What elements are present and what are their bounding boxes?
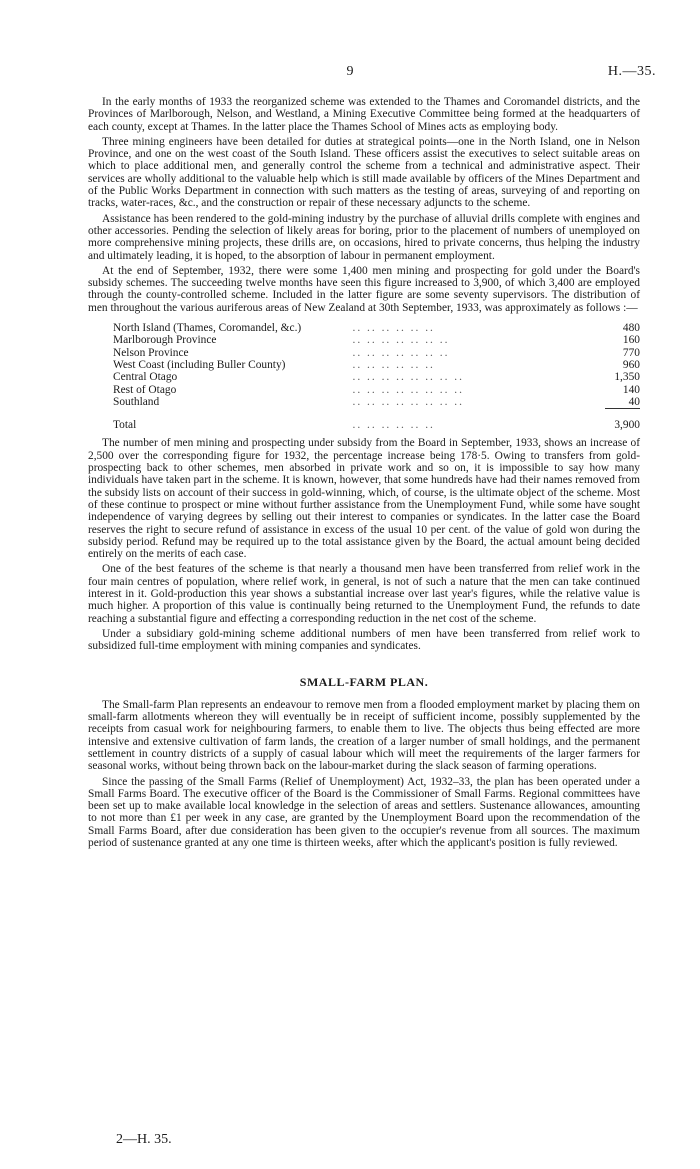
table-row xyxy=(113,384,640,396)
table-row xyxy=(113,371,640,383)
paragraph: The number of men mining and prospecting under subsidy from the Board in September, 1933, shows an increase of 2,500 over the corresponding figure for 1932, the percentage increase being 178·5. Owing to transfers from gold-prospecting back to other schemes, men absorbed in private work and so on, it is impossible to say how many individuals have taken part in the scheme. It is known, however, that some hundreds have had their names removed from the subsidy lists on account of their success in gold-winning, which, of course, is the ultimate object of the scheme. Most of these continue to prospect or mine without further assistance from the Unemployment Fund, while some have sought independence of varying degrees by selling out their interest to companies or syndicates. In the latter case the Board reserves the right to secure refund of assistance in excess of the usual 10 per cent. of the value of gold won during the subsidy period. Refund may be required up to the total assistance given by the Board, the actual amount being decided entirely on the merits of each case. xyxy=(88,437,640,561)
document-reference: H.—35. xyxy=(607,64,656,79)
paragraph: One of the best features of the scheme is that nearly a thousand men have been transferred from relief work in the four main centres of population, where relief work, in general, is not of such a nature that the men can take continued interest in it. Gold-production this year shows a substantial increase over last year's figures, while the relative value is much higher. A proportion of this value is continually being returned to the Unemployment Fund, the refunds to date reaching a substantial figure and effecting a corresponding reduction in the net cost of the scheme. xyxy=(88,563,640,625)
area-label: North Island (Thames, Coromandel, &c.) xyxy=(113,322,302,335)
distribution-table xyxy=(113,322,640,431)
page-footer-signature: 2—H. 35. xyxy=(116,1132,172,1147)
men-count: 140 xyxy=(622,383,640,396)
paragraph: Assistance has been rendered to the gold-mining industry by the purchase of alluvial drills complete with engines and other accessories. Pending the selection of likely areas for boring, prior to the placement of numbers of unemployed on more comprehensive mining projects, these drills are, on occasions, hired to private concerns, thus helping the industry and ultimately leading, it is hoped, to the absorption of labour in permanent employment. xyxy=(88,212,640,262)
table-row xyxy=(113,347,640,359)
total-label: Total xyxy=(113,418,137,431)
total-count: 3,900 xyxy=(614,419,640,432)
paragraph: At the end of September, 1932, there were some 1,400 men mining and prospecting for gold under the Board's subsidy schemes. The succeeding twelve months have seen this figure increased to 3,900, of which 3,400 are employed through the county-controlled scheme. Included in the latter figure are some seventy supervisors. The distribution of men throughout the various auriferous areas of New Zealand at 30th September, 1933, was approximately as follows :— xyxy=(88,264,640,314)
page-body xyxy=(88,96,640,852)
leader-dots: .. .. .. .. .. .. xyxy=(352,358,435,371)
table-row xyxy=(113,334,640,346)
total-row xyxy=(113,409,640,432)
men-count: 40 xyxy=(605,396,640,409)
leader-dots: .. .. .. .. .. .. xyxy=(352,418,435,431)
area-label: Nelson Province xyxy=(113,346,189,359)
page-header xyxy=(0,64,700,84)
paragraph: The Small-farm Plan represents an endeavour to remove men from a flooded employment market by placing them on small-farm allotments whereon they will eventually be in receipt of sufficient income, possibly supplemented by the receipts from casual work for neighbouring farmers, to enable them to live. The objects thus being effected are more intensive and extensive cultivation of farm lands, the creation of a larger number of small holdings, and the permanent settlement in country districts of a supply of casual labour which will meet the requirements of the larger farmers for seasonal works, without being thrown back on the labour-market during the slack season of farming operations. xyxy=(88,698,640,773)
men-count: 480 xyxy=(622,322,640,335)
page-number: 9 xyxy=(346,64,354,79)
section-heading: SMALL-FARM PLAN. xyxy=(299,675,429,690)
paragraph: In the early months of 1933 the reorganized scheme was extended to the Thames and Coromandel districts, and the Provinces of Marlborough, Nelson, and Westland, a Mining Executive Committee being formed at the headquarters of each county, except at Thames. In the latter place the Thames School of Mines acts as employing body. xyxy=(88,96,640,133)
leader-dots: .. .. .. .. .. .. .. xyxy=(352,346,450,359)
table-row xyxy=(113,396,640,409)
table-row xyxy=(113,322,640,334)
paragraph: Three mining engineers have been detailed for duties at strategical points—one in the North Island, one in Nelson Province, and one on the west coast of the South Island. These officers assist the executives to select suitable areas on which to place additional men, and generally control the scheme from a technical and administrative aspect. Their services are wholly additional to the valuable help which is still made available by officers of the Mines Department and of the Public Works Department in connection with such matters as the testing of areas, surveying of and reporting on tracks, water-races, &c., and the construction or repair of these necessary adjuncts to the scheme. xyxy=(88,135,640,210)
men-count: 160 xyxy=(622,334,640,347)
area-label: Southland xyxy=(113,395,160,408)
paragraph: Under a subsidiary gold-mining scheme additional numbers of men have been transferred from relief work to subsidized full-time employment with mining companies and syndicates. xyxy=(88,627,640,653)
leader-dots: .. .. .. .. .. .. xyxy=(352,322,435,335)
men-count: 770 xyxy=(622,346,640,359)
leader-dots: .. .. .. .. .. .. .. .. xyxy=(352,371,464,384)
area-label: Rest of Otago xyxy=(113,383,177,396)
leader-dots: .. .. .. .. .. .. .. xyxy=(352,334,450,347)
men-count: 960 xyxy=(622,358,640,371)
area-label: Central Otago xyxy=(113,371,178,384)
area-label: Marlborough Province xyxy=(113,334,217,347)
table-row xyxy=(113,359,640,371)
area-label: West Coast (including Buller County) xyxy=(113,358,286,371)
leader-dots: .. .. .. .. .. .. .. .. xyxy=(352,395,464,408)
paragraph: Since the passing of the Small Farms (Relief of Unemployment) Act, 1932–33, the plan has been operated under a Small Farms Board. The executive officer of the Board is the Commissioner of Small Farms. Regional committees have been set up to make available local knowledge in the selection of areas and settlers. Sustenance allowances, amounting to not more than £1 per week in any case, are granted by the Unemployment Board upon the recommendation of the Small Farms Board, after due consideration has been given to the occupier's revenue from all sources. The maximum period of sustenance granted at any one time is thirteen weeks, after which the applicant's position is fully reviewed. xyxy=(88,775,640,850)
leader-dots: .. .. .. .. .. .. .. .. xyxy=(352,383,464,396)
men-count: 1,350 xyxy=(614,371,640,384)
